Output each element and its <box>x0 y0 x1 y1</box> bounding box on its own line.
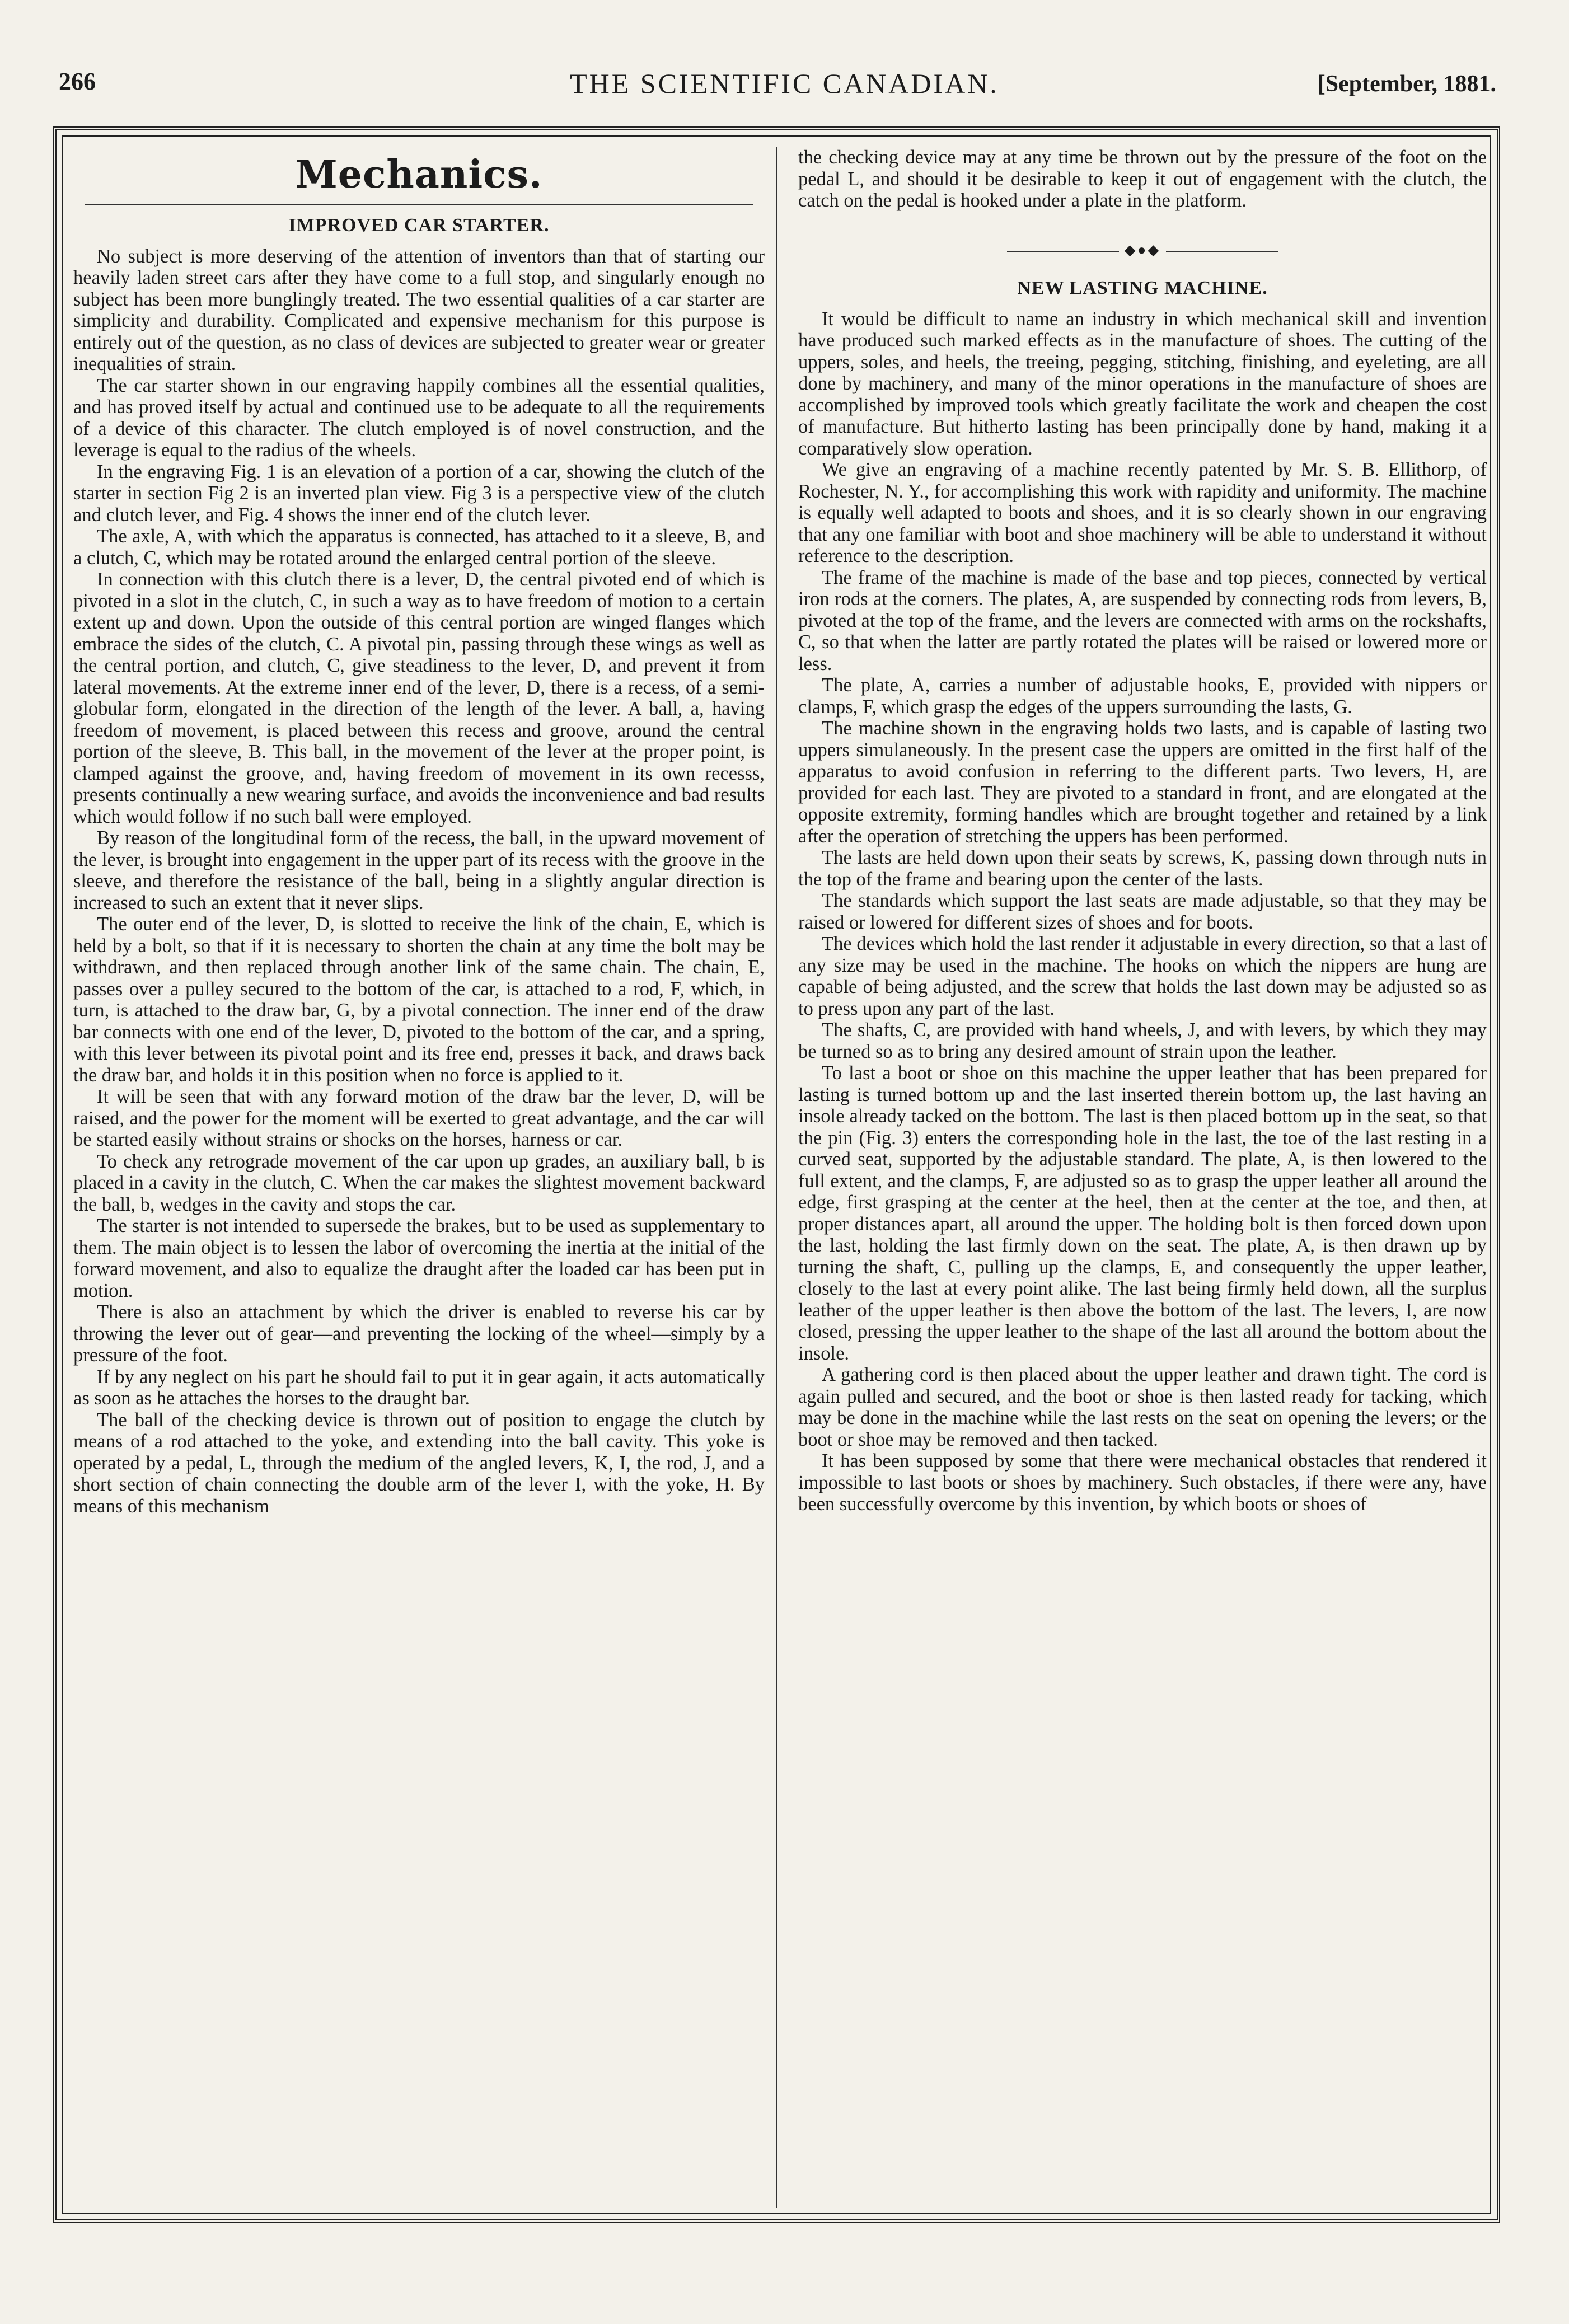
paragraph: A gathering cord is then placed about the upper leather and drawn tight. The cord is again pulled and secured, and the boot or shoe is then lasted ready for tacking, which may be done in the machine while the last rests on the seat on opening the levers; or the boot or shoe may be removed and then tacked. <box>798 1364 1487 1450</box>
page-header <box>0 67 1569 118</box>
page-frame <box>53 126 1500 2223</box>
paragraph: The ball of the checking device is thrown out of position to engage the clutch by means of a rod attached to the yoke, and extending into the ball cavity. This yoke is operated by a pedal, L, through the medium of the angled levers, K, I, the rod, J, and a short section of chain connecting the double arm of the lever I, with the yoke, H. By means of this mechanism <box>73 1409 765 1517</box>
paragraph: The shafts, C, are provided with hand wheels, J, and with levers, by which they may be turned so as to bring any desired amount of strain upon the leather. <box>798 1019 1487 1062</box>
paragraph: It will be seen that with any forward motion of the draw bar the lever, D, will be raised, and the power for the moment will be exerted to great advantage, and the car will be started easily without strains or shocks on the horses, harness or car. <box>73 1086 765 1150</box>
paragraph: It would be difficult to name an industry in which mechanical skill and invention have produced such marked effects as in the manufacture of shoes. The cutting of the uppers, soles, and heels, the treeing, pegging, stitching, finishing, and eyeleting, are all done by machinery, and many of the minor operations in the manufacture of shoes are accomplished by improved tools which greatly facilitate the work and cheapen the cost of manufacture. But hitherto lasting has been principally done by hand, making it a comparatively slow operation. <box>798 308 1487 459</box>
paragraph: In the engraving Fig. 1 is an elevation of a portion of a car, showing the clutch of the starter in section Fig 2 is an inverted plan view. Fig 3 is a perspective view of the clutch and clutch lever, and Fig. 4 shows the inner end of the clutch lever. <box>73 461 765 526</box>
article-headline-lasting-machine: NEW LASTING MACHINE. <box>1017 278 1268 298</box>
paragraph: To last a boot or shoe on this machine the upper leather that has been prepared for lasting is turned bottom up and the last inserted therein bottom up, the last having an insole already tacked on the bottom. The last is then placed bottom up in the seat, so that the pin (Fig. 3) enters the corresponding hole in the last, the toe of the last resting in a curved seat, supported by the adjustable standard. The plate, A, is then lowered to the full extent, and the clamps, F, are adjusted so as to grasp the upper leather all around the edge, first grasping at the center at the heel, then at the center at the toe, and then, at proper distances apart, all around the upper. The holding bolt is then forced down upon the last, holding the last firmly down on the seat. The plate, A, is then drawn up by turning the shaft, C, pulling up the clamps, E, and consequently the upper leather, closely to the last at every point alike. The last being firmly held down, all the surplus leather of the upper leather is then above the bottom of the last. The levers, I, are now closed, pressing the upper leather to the shape of the last all around the bottom about the insole. <box>798 1062 1487 1364</box>
paragraph: It has been supposed by some that there were mechanical obstacles that rendered it impossible to last boots or shoes by machinery. Such obstacles, if there were any, have been successfully overcome by this invention, by which boots or shoes of <box>798 1450 1487 1515</box>
paragraph: By reason of the longitudinal form of the recess, the ball, in the upward movement of the lever, is brought into engagement in the upper part of its recess with the groove in the sleeve, and therefore the resistance of the ball, being in a slightly angular direction is increased to such an extent that it never slips. <box>73 827 765 913</box>
paragraph: The car starter shown in our engraving happily combines all the essential qualities, and has proved itself by actual and continued use to be adequate to all the requirements of a device of this character. The clutch employed is of novel construction, and the leverage is equal to the radius of the wheels. <box>73 374 765 461</box>
article-headline-car-starter: IMPROVED CAR STARTER. <box>288 215 550 236</box>
section-rule <box>85 204 753 205</box>
paragraph: We give an engraving of a machine recently patented by Mr. S. B. Ellithorp, of Rochester, N. Y., for accomplishing this work with rapidity and uniformity. The machine is equally well adapted to boots and shoes, and it is so clearly shown in our engraving that any one familiar with boot and shoe machinery will be able to understand it without reference to the description. <box>798 459 1487 566</box>
paragraph: The frame of the machine is made of the base and top pieces, connected by vertical iron rods at the corners. The plates, A, are suspended by connecting rods from levers, B, pivoted at the top of the frame, and the levers are connected with arms on the rockshafts, C, so that when the latter are partly rotated the plates will be raised or lowered more or less. <box>798 566 1487 674</box>
paragraph: In connection with this clutch there is a lever, D, the central pivoted end of which is pivoted in a slot in the clutch, C, in such a way as to have freedom of motion to a certain extent up and down. Upon the outside of this central portion are winged flanges which embrace the sides of the clutch, C. A pivotal pin, passing through these wings as well as the central portion, and clutch, C, give steadiness to the lever, D, and prevent it from lateral movements. At the extreme inner end of the lever, D, there is a recess, of a semi-globular form, elongated in the direction of the length of the lever. A ball, a, having freedom of movement, is placed between this recess and groove, around the central portion of the sleeve, B. This ball, in the movement of the lever at the proper point, is clamped against the groove, and, having freedom of movement in its own recesss, presents continually a new wearing surface, and avoids the inconvenience and bad results which would follow if no such ball were employed. <box>73 569 765 827</box>
publication-title: THE SCIENTIFIC CANADIAN. <box>570 68 999 99</box>
paragraph: The plate, A, carries a number of adjustable hooks, E, provided with nippers or clamps, F, which grasp the edges of the uppers surrounding the lasts, G. <box>798 674 1487 718</box>
issue-date: [September, 1881. <box>1317 71 1496 97</box>
paragraph: The machine shown in the engraving holds two lasts, and is capable of lasting two uppers simulaneously. In the present case the uppers are omitted in the first half of the apparatus to avoid confusion in referring to the different parts. Two levers, H, are provided for each last. They are pivoted to a standard in front, and are elongated at the opposite extremity, forming handles which are brought together and retained by a link after the operation of stretching the uppers has been performed. <box>798 718 1487 847</box>
paragraph: The standards which support the last seats are made adjustable, so that they may be raised or lowered for different sizes of shoes and for boots. <box>798 890 1487 933</box>
paragraph: No subject is more deserving of the attention of inventors than that of starting our heavily laden street cars after they have come to a full stop, and singularly enough no subject has been more bunglingly treated. The two essential qualities of a car starter are simplicity and durability. Complicated and expensive mechanism for this purpose is entirely out of the question, as no class of devices are subjected to greater wear or greater inequalities of strain. <box>73 245 765 374</box>
paragraph: The devices which hold the last render it adjustable in every direction, so that a last of any size may be used in the machine. The hooks on which the nippers are hung are capable of being adjusted, and the screw that holds the last down may be adjusted so as to press upon any part of the last. <box>798 933 1487 1019</box>
paragraph: The starter is not intended to supersede the brakes, but to be used as supplementary to them. The main object is to lessen the labor of overcoming the inertia at the initial of the forward movement, and also to equalize the draught after the loaded car has been put in motion. <box>73 1215 765 1301</box>
paragraph: The axle, A, with which the apparatus is connected, has attached to it a sleeve, B, and a clutch, C, which may be rotated around the enlarged central portion of the sleeve. <box>73 526 765 569</box>
column-rule <box>776 147 777 2208</box>
page-number: 266 <box>59 68 96 95</box>
left-column <box>73 147 765 2208</box>
section-title: Mechanics. <box>295 152 543 197</box>
continued-paragraph: the checking device may at any time be thrown out by the pressure of the foot on the pedal L, and should it be desirable to keep it out of engagement with the clutch, the catch on the pedal is hooked under a plate in the platform. <box>798 147 1487 211</box>
paragraph: There is also an attachment by which the driver is enabled to reverse his car by throwing the lever out of gear—and preventing the locking of the wheel—simply by a pressure of the foot. <box>73 1301 765 1366</box>
right-column <box>798 147 1487 2208</box>
paragraph: To check any retrograde movement of the car upon up grades, an auxiliary ball, b is placed in a cavity in the clutch, C. When the car makes the slightest movement backward the ball, b, wedges in the cavity and stops the car. <box>73 1150 765 1215</box>
article-divider: ◆●◆ <box>798 240 1487 261</box>
paragraph: If by any neglect on his part he should fail to put it in gear again, it acts automatically as soon as he attaches the horses to the draught bar. <box>73 1366 765 1409</box>
paragraph: The lasts are held down upon their seats by screws, K, passing down through nuts in the top of the frame and bearing upon the center of the lasts. <box>798 847 1487 890</box>
paragraph: The outer end of the lever, D, is slotted to receive the link of the chain, E, which is held by a bolt, so that if it is necessary to shorten the chain at any time the bolt may be withdrawn, and then replaced through another link of the same chain. The chain, E, passes over a pulley secured to the bottom of the car, is attached to a rod, F, which, in turn, is attached to the draw bar, G, by a pivotal connection. The inner end of the draw bar connects with one end of the lever, D, pivoted to the bottom of the car, and a spring, with this lever between its pivotal point and its free end, presses it back, and draws back the draw bar, and holds it in this position when no force is applied to it. <box>73 913 765 1086</box>
